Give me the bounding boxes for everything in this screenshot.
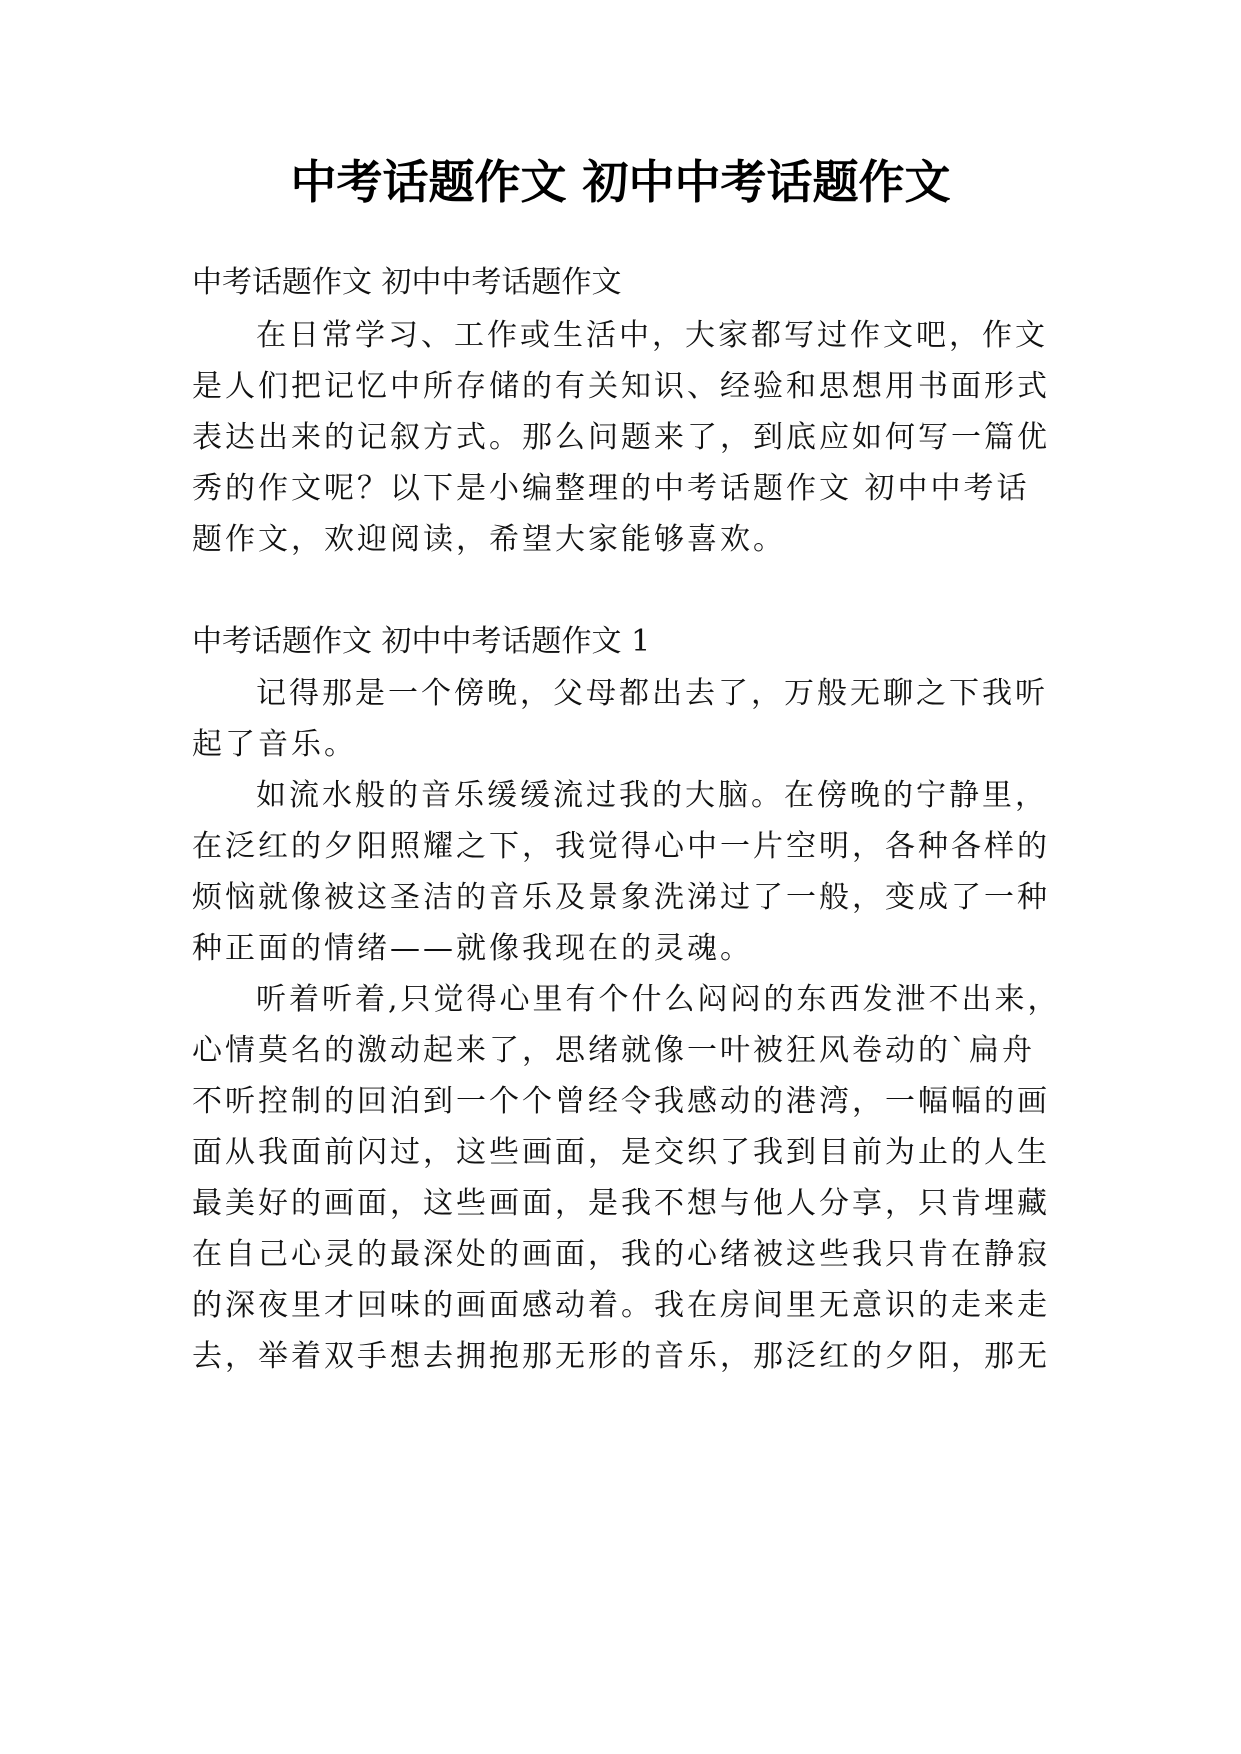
section-heading: 中考话题作文 初中中考话题作文 1 (192, 624, 651, 659)
document-title: 中考话题作文 初中中考话题作文 (290, 155, 951, 209)
para3-line-1: 听着听着,只觉得心里有个什么闷闷的东西发泄不出来， (256, 982, 1061, 1017)
para3-line-2: 心情莫名的激动起来了，思绪就像一叶被狂风卷动的`扁舟 (192, 1033, 1035, 1068)
para1-line-1: 记得那是一个傍晚，父母都出去了，万般无聊之下我听 (256, 676, 1048, 711)
para3-line-3: 不听控制的回泊到一个个曾经令我感动的港湾，一幅幅的画 (192, 1084, 1050, 1119)
intro-line-2: 是人们把记忆中所存储的有关知识、经验和思想用书面形式 (192, 369, 1050, 404)
para3-line-5: 最美好的画面，这些画面，是我不想与他人分享，只肯埋藏 (192, 1186, 1050, 1221)
para3-line-8: 去，举着双手想去拥抱那无形的音乐，那泛红的夕阳，那无 (192, 1339, 1050, 1374)
intro-line-4: 秀的作文呢？以下是小编整理的中考话题作文 初中中考话 (192, 471, 1030, 506)
intro-line-1: 在日常学习、工作或生活中，大家都写过作文吧，作文 (256, 318, 1048, 353)
intro-line-5: 题作文，欢迎阅读，希望大家能够喜欢。 (192, 522, 786, 557)
para1-line-2: 起了音乐。 (192, 727, 357, 762)
para3-line-4: 面从我面前闪过，这些画面，是交织了我到目前为止的人生 (192, 1135, 1050, 1170)
para3-line-7: 的深夜里才回味的画面感动着。我在房间里无意识的走来走 (192, 1288, 1050, 1323)
intro-line-3: 表达出来的记叙方式。那么问题来了，到底应如何写一篇优 (192, 420, 1050, 455)
para2-line-4: 种正面的情绪——就像我现在的灵魂。 (192, 931, 753, 966)
subheading: 中考话题作文 初中中考话题作文 (192, 265, 622, 300)
para2-line-3: 烦恼就像被这圣洁的音乐及景象洗涕过了一般，变成了一种 (192, 880, 1050, 915)
para2-line-1: 如流水般的音乐缓缓流过我的大脑。在傍晚的宁静里， (256, 778, 1048, 813)
para2-line-2: 在泛红的夕阳照耀之下，我觉得心中一片空明，各种各样的 (192, 829, 1050, 864)
para3-line-6: 在自己心灵的最深处的画面，我的心绪被这些我只肯在静寂 (192, 1237, 1050, 1272)
